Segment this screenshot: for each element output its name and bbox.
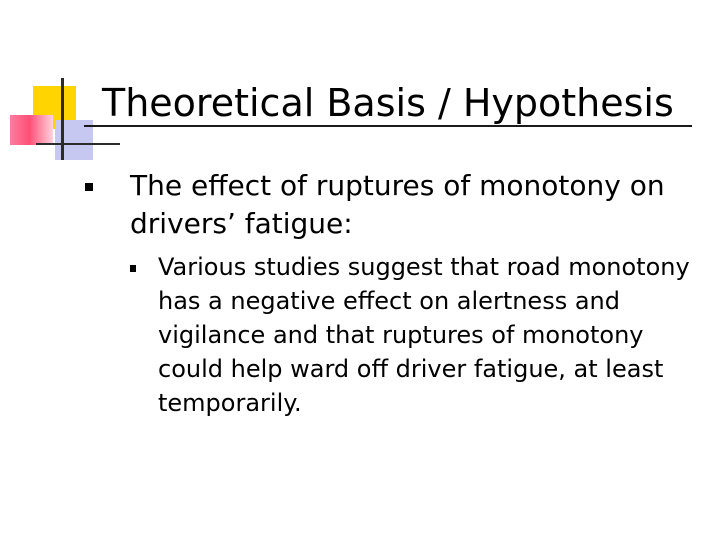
sub-bullet-text: Various studies suggest that road monotony has a negative effect on alertness and vigilance and that ruptures of monotony could help ward off driver fatigue, at least temporarily. — [158, 253, 690, 417]
ornament-red-square — [10, 115, 53, 145]
ornament-horizontal-line — [36, 143, 120, 145]
ornament-vertical-line — [61, 78, 64, 160]
slide-title: Theoretical Basis / Hypothesis — [102, 81, 674, 125]
square-bullet-icon — [85, 183, 93, 191]
bullet-text: The effect of ruptures of monotony on drivers’ fatigue: — [130, 169, 665, 240]
square-bullet-icon — [130, 265, 136, 272]
